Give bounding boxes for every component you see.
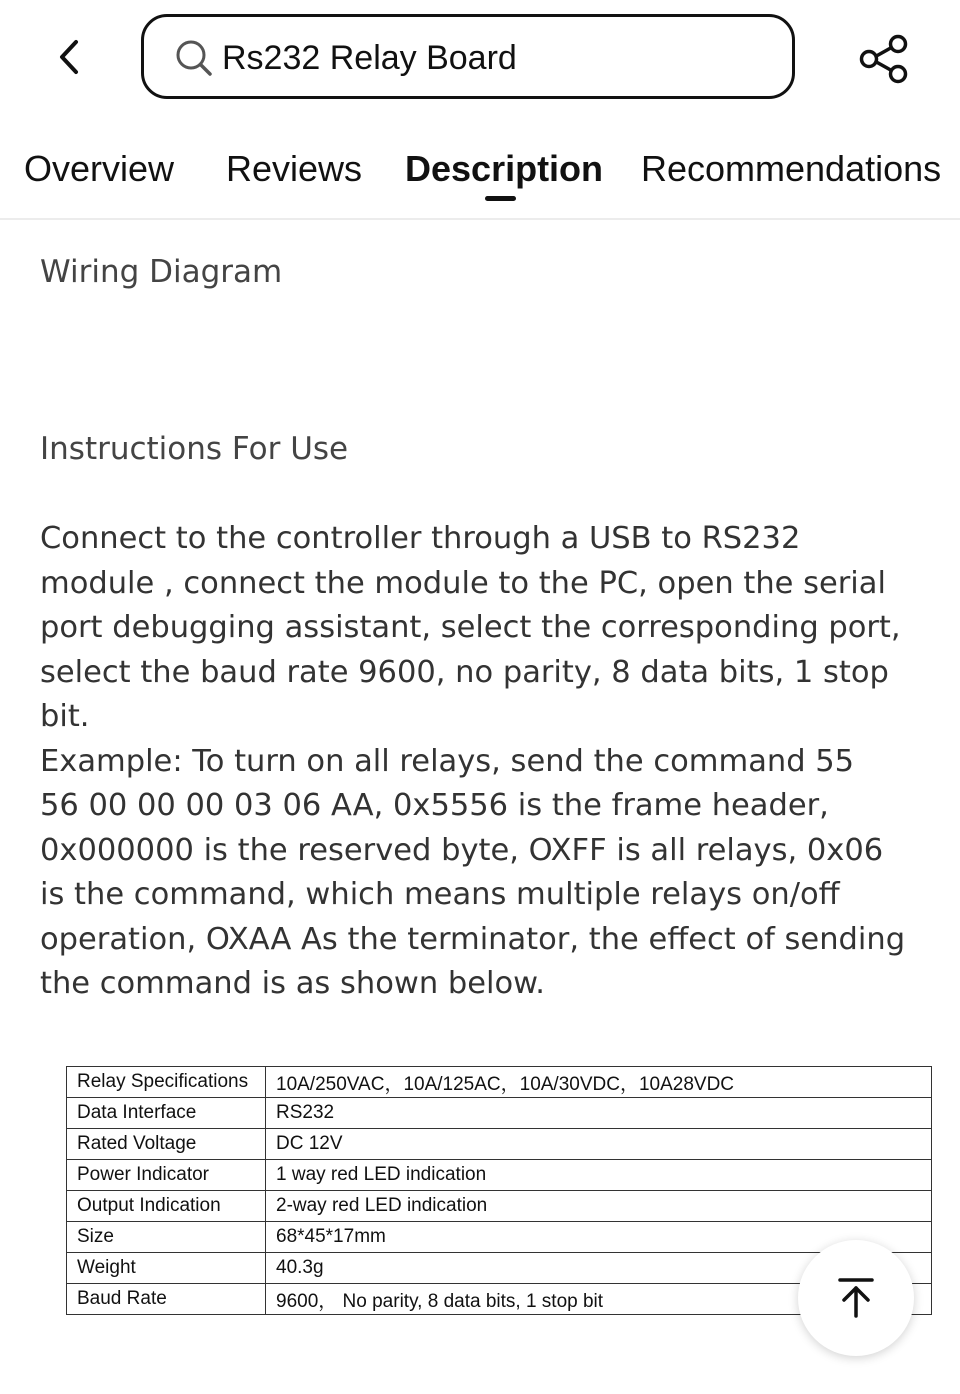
search-input[interactable]	[141, 14, 795, 99]
paragraph-line: the command is as shown below.	[40, 966, 545, 1001]
spec-value: 2-way red LED indication	[266, 1191, 932, 1222]
arrow-up-to-top-icon	[836, 1276, 876, 1320]
paragraph-line: bit.	[40, 699, 90, 734]
instructions-paragraph	[40, 517, 940, 1007]
spec-value: DC 12V	[266, 1129, 932, 1160]
table-row	[67, 1160, 932, 1191]
table-row	[67, 1222, 932, 1253]
scroll-to-top-button[interactable]	[798, 1240, 914, 1356]
spec-key: Relay Specifications	[67, 1067, 266, 1098]
search-icon	[174, 38, 214, 78]
paragraph-line: operation, OXAA As the terminator, the effect of sending	[40, 921, 906, 957]
spec-key: Baud Rate	[67, 1284, 266, 1315]
spec-key: Size	[67, 1222, 266, 1253]
spec-value: 1 way red LED indication	[266, 1160, 932, 1191]
paragraph-line: port debugging assistant, select the corresponding port,	[40, 610, 901, 645]
spec-value: 10A/250VAC，10A/125AC，10A/30VDC，10A28VDC	[266, 1067, 932, 1098]
back-button[interactable]	[44, 32, 94, 82]
tab-recommendations[interactable]: Recommendations	[641, 148, 942, 189]
spec-value: RS232	[266, 1098, 932, 1129]
active-tab-indicator	[485, 196, 516, 201]
spec-key: Output Indication	[67, 1191, 266, 1222]
instructions-heading: Instructions For Use	[40, 431, 349, 467]
spec-value: 9600， No parity, 8 data bits, 1 stop bit	[266, 1284, 932, 1315]
tab-reviews[interactable]: Reviews	[226, 148, 363, 189]
table-row	[67, 1191, 932, 1222]
paragraph-line: Example: To turn on all relays, send the command 55	[40, 743, 855, 779]
table-row	[67, 1098, 932, 1129]
paragraph-line: module , connect the module to the PC, open the serial	[40, 565, 886, 601]
tab-description[interactable]: Description	[405, 148, 604, 189]
paragraph-line: select the baud rate 9600, no parity, 8 data bits, 1 stop	[40, 654, 889, 690]
table-row	[67, 1129, 932, 1160]
wiring-diagram-heading: Wiring Diagram	[40, 254, 283, 290]
chevron-left-icon	[54, 37, 84, 77]
spec-value: 40.3g	[266, 1253, 932, 1284]
table-row	[67, 1067, 932, 1098]
spec-key: Rated Voltage	[67, 1129, 266, 1160]
paragraph-line: 56 00 00 00 03 06 AA, 0x5556 is the frame header,	[40, 788, 829, 823]
spec-key: Power Indicator	[67, 1160, 266, 1191]
share-icon	[857, 32, 911, 86]
paragraph-line: is the command, which means multiple relays on/off	[40, 877, 840, 912]
share-button[interactable]	[852, 28, 916, 90]
spec-value: 68*45*17mm	[266, 1222, 932, 1253]
spec-key: Weight	[67, 1253, 266, 1284]
search-query: Rs232 Relay Board	[222, 39, 517, 77]
tab-overview[interactable]: Overview	[24, 148, 175, 189]
paragraph-line: Connect to the controller through a USB to RS232	[40, 521, 801, 556]
tab-bar	[0, 130, 960, 220]
spec-key: Data Interface	[67, 1098, 266, 1129]
paragraph-line: 0x000000 is the reserved byte, OXFF is all relays, 0x06	[40, 832, 884, 868]
